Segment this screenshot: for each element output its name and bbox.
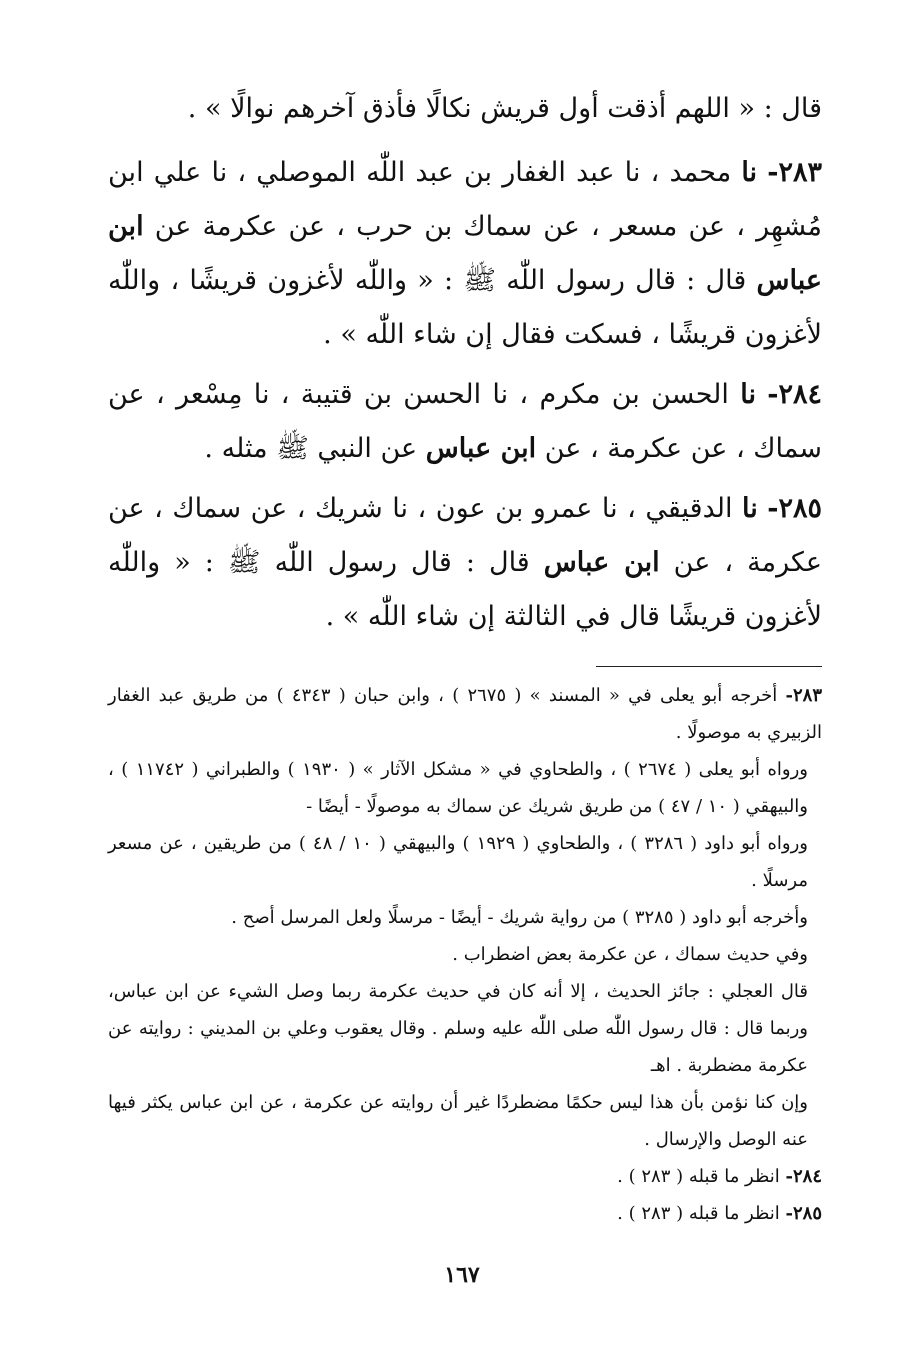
footnote-number: ٢٨٤- bbox=[785, 1166, 822, 1187]
hadith-text-after: عن النبي ﷺ مثله . bbox=[204, 433, 426, 464]
footnote-number: ٢٨٥- bbox=[785, 1203, 822, 1224]
footnote-divider bbox=[596, 666, 822, 667]
hadith-lead: نا bbox=[741, 157, 758, 188]
footnote-284 bbox=[108, 1158, 822, 1195]
narrator-name: ابن عباس bbox=[425, 433, 537, 464]
footnote-paragraph: وإن كنا نؤمن بأن هذا ليس حكمًا مضطردًا غير أن روايته عن عكرمة ، عن ابن عباس يكثر فيها عنه الوصل والإرسال . bbox=[108, 1092, 808, 1150]
hadith-text-after: قال : قال رسول اللّٰه ﷺ : « واللّٰه لأغزون قريشًا ، واللّٰه لأغزون قريشًا ، فسكت فقال إن شاء اللّٰه » . bbox=[108, 265, 822, 350]
footnote-text: انظر ما قبله ( ٢٨٣ ) . bbox=[617, 1203, 786, 1224]
hadith-285 bbox=[108, 482, 822, 644]
page-number: ١٦٧ bbox=[444, 1262, 480, 1288]
footnote-text: انظر ما قبله ( ٢٨٣ ) . bbox=[617, 1166, 786, 1187]
footnote-number: ٢٨٣- bbox=[785, 685, 823, 706]
hadith-number: ٢٨٤- bbox=[767, 379, 823, 410]
hadith-text: الحسن بن مكرم ، نا الحسن بن قتيبة ، نا مِسْعر ، عن سماك ، عن عكرمة ، عن bbox=[108, 379, 822, 464]
footnote-283 bbox=[108, 677, 822, 751]
hadith-number: ٢٨٣- bbox=[767, 157, 822, 188]
footnote-paragraph: ورواه أبو يعلى ( ٢٦٧٤ ) ، والطحاوي في « مشكل الآثار » ( ١٩٣٠ ) والطبراني ( ١١٧٤٢ ) ، والبيهقي ( ١٠ / ٤٧ ) من طريق شريك عن سماك به موصولًا - أيضًا - bbox=[108, 759, 808, 817]
hadith-text: الدقيقي ، نا عمرو بن عون ، نا شريك ، عن سماك ، عن عكرمة ، عن bbox=[108, 493, 822, 578]
hadith-number: ٢٨٥- bbox=[767, 493, 822, 524]
footnote-paragraph: ورواه أبو داود ( ٣٢٨٦ ) ، والطحاوي ( ١٩٢٩ ) والبيهقي ( ١٠ / ٤٨ ) من طريقين ، عن مسعر مرسلًا . bbox=[108, 833, 808, 891]
hadith-lead: نا bbox=[742, 493, 758, 524]
page-body bbox=[108, 82, 822, 1232]
footnote-285 bbox=[108, 1195, 822, 1232]
hadith-284 bbox=[108, 368, 822, 476]
narrator-name: ابن عباس bbox=[108, 211, 822, 296]
narrator-name: ابن عباس bbox=[543, 547, 660, 578]
hadith-text: محمد ، نا عبد الغفار بن عبد اللّٰه الموصلي ، نا علي ابن مُشهِر ، عن مسعر ، عن سماك بن حرب ، عن عكرمة عن bbox=[108, 157, 822, 242]
opening-line: قال : « اللهم أذقت أول قريش نكالًا فأذق آخرهم نوالًا » . bbox=[187, 93, 822, 124]
hadith-lead: نا bbox=[740, 379, 756, 410]
footnote-paragraph: وأخرجه أبو داود ( ٣٢٨٥ ) من رواية شريك - أيضًا - مرسلًا ولعل المرسل أصح . bbox=[231, 907, 808, 928]
footnotes bbox=[108, 677, 822, 1232]
footnote-text: أخرجه أبو يعلى في « المسند » ( ٢٦٧٥ ) ، وابن حبان ( ٤٣٤٣ ) من طريق عبد الغفار الزبيري به موصولًا . bbox=[108, 685, 822, 743]
footnote-paragraph: قال العجلي : جائز الحديث ، إلا أنه كان في حديث عكرمة ربما وصل الشيء عن ابن عباس، وربما قال : قال رسول اللّٰه صلى اللّٰه عليه وسلم . وقال يعقوب وعلي بن المديني : روايته عن عكرمة مضطربة . اهـ bbox=[108, 981, 808, 1076]
hadith-text-after: قال : قال رسول اللّٰه ﷺ : « واللّٰه لأغزون قريشًا قال في الثالثة إن شاء اللّٰه » . bbox=[108, 547, 822, 632]
hadith-283 bbox=[108, 146, 822, 362]
footnote-paragraph: وفي حديث سماك ، عن عكرمة بعض اضطراب . bbox=[452, 944, 808, 965]
